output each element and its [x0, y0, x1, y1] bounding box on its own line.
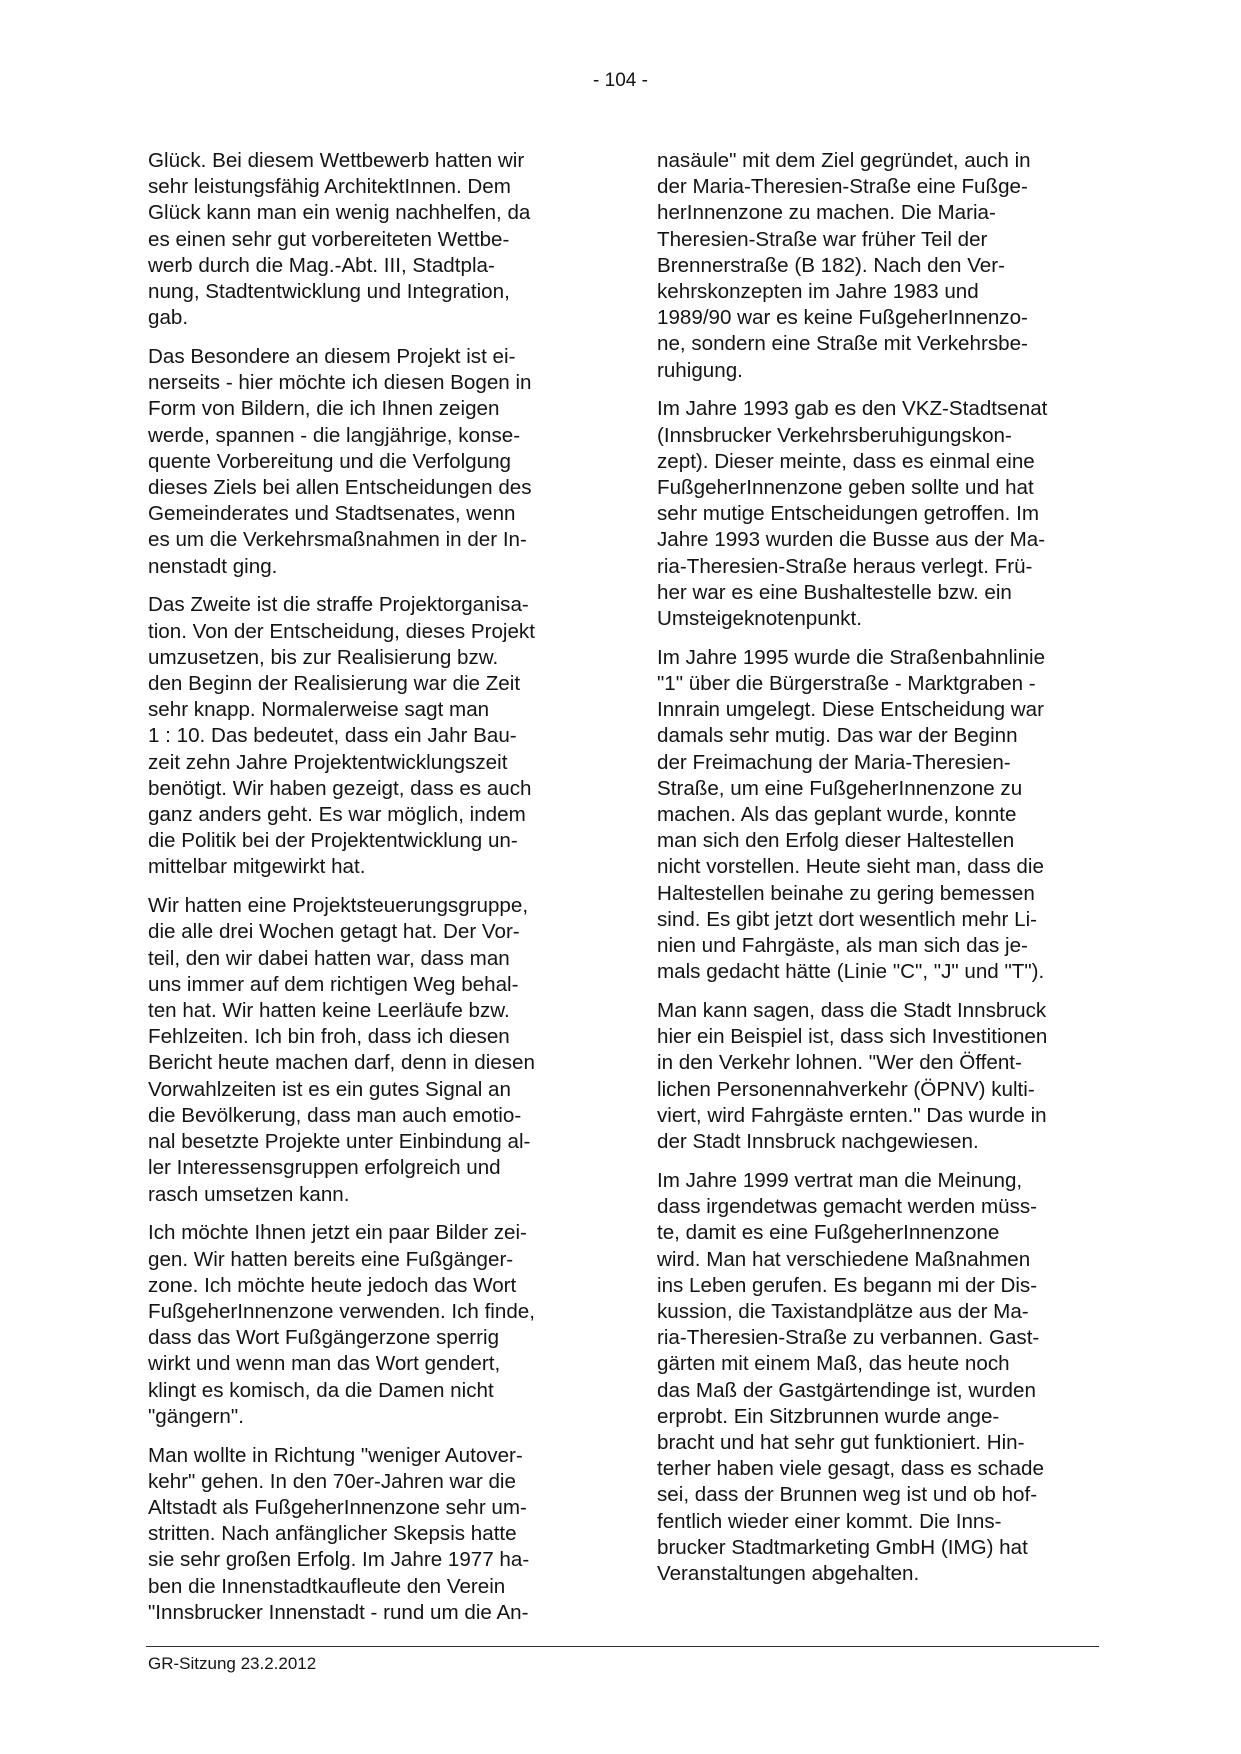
text-line: dass das Wort Fußgängerzone sperrig [148, 1326, 500, 1350]
text-line: Das Zweite ist die straffe Projektorganisa- [148, 593, 529, 617]
text-line: umzusetzen, bis zur Realisierung bzw. [148, 645, 499, 669]
text-line: rasch umsetzen kann. [148, 1182, 350, 1206]
text-line: Haltestellen beinahe zu gering bemessen [657, 881, 1035, 905]
text-line: gen. Wir hatten bereits eine Fußgänger- [148, 1247, 514, 1271]
text-line: FußgeherInnenzone geben sollte und hat [657, 476, 1034, 500]
footer-divider [146, 1646, 1099, 1647]
paragraph [148, 148, 588, 331]
text-line: Vorwahlzeiten ist es ein gutes Signal an [148, 1077, 511, 1101]
text-line: Altstadt als FußgeherInnenzone sehr um- [148, 1495, 527, 1519]
text-line: nien und Fahrgäste, als man sich das je- [657, 934, 1028, 958]
text-line: te, damit es eine FußgeherInnenzone [657, 1221, 1000, 1245]
text-line: ler Interessensgruppen erfolgreich und [148, 1156, 501, 1180]
text-line: gab. [148, 306, 189, 330]
text-line: tion. Von der Entscheidung, dieses Projekt [148, 619, 535, 643]
text-line: es um die Verkehrsmaßnahmen in der In- [148, 528, 527, 552]
text-line: die alle drei Wochen getagt hat. Der Vor- [148, 920, 520, 944]
text-line: dieses Ziels bei allen Entscheidungen des [148, 476, 532, 500]
text-line: ruhigung. [657, 358, 743, 382]
paragraph [657, 645, 1097, 986]
paragraph [148, 344, 588, 580]
text-line: gärten mit einem Maß, das heute noch [657, 1352, 1010, 1376]
text-line: wird. Man hat verschiedene Maßnahmen [657, 1247, 1031, 1271]
text-line: ben die Innenstadtkaufleute den Verein [148, 1574, 506, 1598]
text-line: bracht und hat sehr gut funktioniert. Hin- [657, 1430, 1025, 1454]
text-line: erprobt. Ein Sitzbrunnen wurde ange- [657, 1404, 1000, 1428]
text-line: FußgeherInnenzone verwenden. Ich finde, [148, 1299, 535, 1323]
text-line: Jahre 1993 wurden die Busse aus der Ma- [657, 528, 1046, 552]
paragraph [657, 1168, 1097, 1587]
text-line: kehr" gehen. In den 70er-Jahren war die [148, 1469, 516, 1493]
text-line: Glück kann man ein wenig nachhelfen, da [148, 201, 531, 225]
text-line: der Stadt Innsbruck nachgewiesen. [657, 1130, 979, 1154]
text-line: Im Jahre 1993 gab es den VKZ-Stadtsenat [657, 397, 1048, 421]
text-line: der Freimachung der Maria-Theresien- [657, 750, 1011, 774]
text-line: ten hat. Wir hatten keine Leerläufe bzw. [148, 999, 510, 1023]
text-line: Das Besondere an diesem Projekt ist ei- [148, 345, 516, 369]
text-line: das Maß der Gastgärtendinge ist, wurden [657, 1378, 1036, 1402]
text-line: nenstadt ging. [148, 554, 278, 578]
text-line: Umsteigeknotenpunkt. [657, 607, 862, 631]
text-line: ria-Theresien-Straße zu verbannen. Gast- [657, 1326, 1040, 1350]
text-line: kehrskonzepten im Jahre 1983 und [657, 280, 979, 304]
text-line: machen. Als das geplant wurde, konnte [657, 803, 1017, 827]
text-line: Brennerstraße (B 182). Nach den Ver- [657, 253, 1005, 277]
paragraph [148, 1443, 588, 1626]
text-line: benötigt. Wir haben gezeigt, dass es auch [148, 776, 532, 800]
text-line: stritten. Nach anfänglicher Skepsis hatte [148, 1522, 517, 1546]
text-line: kussion, die Taxistandplätze aus der Ma- [657, 1299, 1029, 1323]
text-line: Wir hatten eine Projektsteuerungsgruppe, [148, 894, 529, 918]
text-line: 1 : 10. Das bedeutet, dass ein Jahr Bau- [148, 724, 517, 748]
text-line: es einen sehr gut vorbereiteten Wettbe- [148, 227, 510, 251]
text-line: 1989/90 war es keine FußgeherInnenzo- [657, 306, 1028, 330]
text-line: man sich den Erfolg dieser Haltestellen [657, 829, 1015, 853]
text-line: lichen Personennahverkehr (ÖPNV) kulti- [657, 1077, 1035, 1101]
paragraph [148, 893, 588, 1207]
text-line: ganz anders geht. Es war möglich, indem [148, 803, 526, 827]
text-line: klingt es komisch, da die Damen nicht [148, 1378, 494, 1402]
text-line: ria-Theresien-Straße heraus verlegt. Frü- [657, 554, 1033, 578]
text-line: zone. Ich möchte heute jedoch das Wort [148, 1273, 517, 1297]
text-line: sehr leistungsfähig ArchitektInnen. Dem [148, 175, 511, 199]
text-line: mittelbar mitgewirkt hat. [148, 855, 366, 879]
text-line: Theresien-Straße war früher Teil der [657, 227, 988, 251]
text-line: herInnenzone zu machen. Die Maria- [657, 201, 996, 225]
text-line: werb durch die Mag.-Abt. III, Stadtpla- [148, 253, 495, 277]
text-line: Man kann sagen, dass die Stadt Innsbruck [657, 999, 1047, 1023]
text-line: sind. Es gibt jetzt dort wesentlich mehr Li- [657, 907, 1037, 931]
text-line: viert, wird Fahrgäste ernten." Das wurde in [657, 1103, 1047, 1127]
text-line: quente Vorbereitung und die Verfolgung [148, 449, 511, 473]
text-line: uns immer auf dem richtigen Weg behal- [148, 972, 519, 996]
text-line: "gängern". [148, 1404, 244, 1428]
text-line: wirkt und wenn man das Wort gendert, [148, 1352, 501, 1376]
text-line: Man wollte in Richtung "weniger Autover- [148, 1443, 523, 1467]
text-line: (Innsbrucker Verkehrsberuhigungskon- [657, 423, 1012, 447]
text-line: Form von Bildern, die ich Ihnen zeigen [148, 397, 500, 421]
text-line: mals gedacht hätte (Linie "C", "J" und "T"). [657, 960, 1045, 984]
text-line: in den Verkehr lohnen. "Wer den Öffent- [657, 1051, 1022, 1075]
text-line: "1" über die Bürgerstraße - Marktgraben - [657, 672, 1036, 696]
text-line: Ich möchte Ihnen jetzt ein paar Bilder zei- [148, 1221, 527, 1245]
text-line: Veranstaltungen abgehalten. [657, 1561, 920, 1585]
text-line: terher haben viele gesagt, dass es schade [657, 1457, 1044, 1481]
text-line: Straße, um eine FußgeherInnenzone zu [657, 776, 1023, 800]
text-line: die Bevölkerung, dass man auch emotio- [148, 1103, 522, 1127]
text-line: zept). Dieser meinte, dass es einmal eine [657, 449, 1035, 473]
text-line: Im Jahre 1999 vertrat man die Meinung, [657, 1168, 1023, 1192]
text-line: teil, den wir dabei hatten war, dass man [148, 946, 510, 970]
text-line: brucker Stadtmarketing GmbH (IMG) hat [657, 1535, 1028, 1559]
paragraph [657, 148, 1097, 384]
text-line: nerseits - hier möchte ich diesen Bogen in [148, 371, 532, 395]
text-line: sei, dass der Brunnen weg ist und ob hof- [657, 1483, 1038, 1507]
paragraph [148, 592, 588, 880]
paragraph [657, 998, 1097, 1155]
text-line: sie sehr großen Erfolg. Im Jahre 1977 ha- [148, 1548, 530, 1572]
text-line: den Beginn der Realisierung war die Zeit [148, 672, 521, 696]
text-line: die Politik bei der Projektentwicklung un- [148, 829, 518, 853]
text-line: ins Leben gerufen. Es begann mi der Dis- [657, 1273, 1038, 1297]
paragraph [148, 1220, 588, 1430]
text-line: nal besetzte Projekte unter Einbindung al- [148, 1130, 531, 1154]
text-line: sehr mutige Entscheidungen getroffen. Im [657, 502, 1039, 526]
text-column-left [148, 148, 588, 1639]
text-line: sehr knapp. Normalerweise sagt man [148, 698, 490, 722]
text-line: "Innsbrucker Innenstadt - rund um die An- [148, 1600, 529, 1624]
text-line: nasäule" mit dem Ziel gegründet, auch in [657, 149, 1031, 172]
text-column-right [657, 148, 1097, 1600]
text-line: Innrain umgelegt. Diese Entscheidung war [657, 698, 1044, 722]
text-line: werde, spannen - die langjährige, konse- [148, 423, 521, 447]
text-line: nicht vorstellen. Heute sieht man, dass die [657, 855, 1044, 879]
text-line: fentlich wieder einer kommt. Die Inns- [657, 1509, 1002, 1533]
text-line: Gemeinderates und Stadtsenates, wenn [148, 502, 516, 526]
page-number: - 104 - [593, 70, 648, 91]
text-line: her war es eine Bushaltestelle bzw. ein [657, 580, 1012, 604]
footer-session-label: GR-Sitzung 23.2.2012 [148, 1654, 317, 1673]
text-line: Im Jahre 1995 wurde die Straßenbahnlinie [657, 645, 1046, 669]
text-line: damals sehr mutig. Das war der Beginn [657, 724, 1018, 748]
text-line: Fehlzeiten. Ich bin froh, dass ich diesen [148, 1025, 510, 1049]
text-line: hier ein Beispiel ist, dass sich Investitionen [657, 1025, 1048, 1049]
text-line: der Maria-Theresien-Straße eine Fußge- [657, 175, 1028, 199]
paragraph [657, 396, 1097, 632]
text-line: dass irgendetwas gemacht werden müss- [657, 1195, 1038, 1219]
text-line: Bericht heute machen darf, denn in diesen [148, 1051, 535, 1075]
text-line: zeit zehn Jahre Projektentwicklungszeit [148, 750, 508, 774]
text-line: Glück. Bei diesem Wettbewerb hatten wir [148, 149, 525, 172]
text-line: ne, sondern eine Straße mit Verkehrsbe- [657, 332, 1028, 356]
text-line: nung, Stadtentwicklung und Integration, [148, 280, 510, 304]
